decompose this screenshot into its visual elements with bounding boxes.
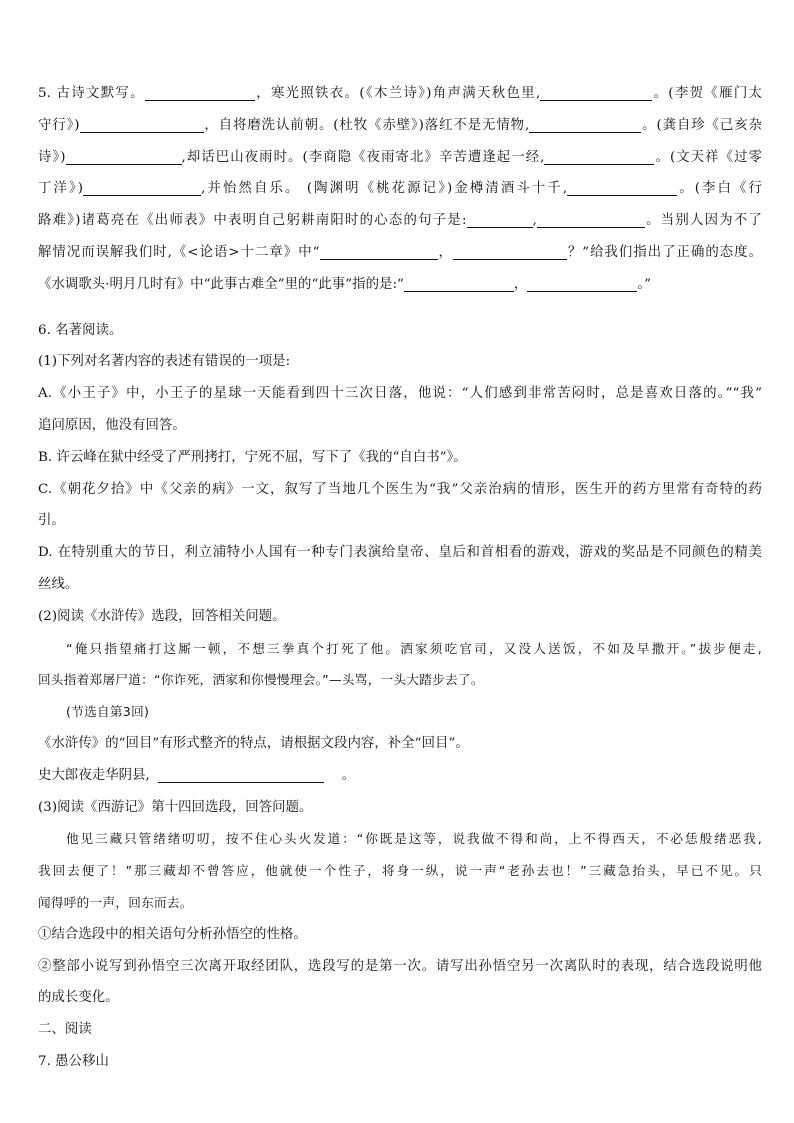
q6-part3-question-2-cont: 的成长变化。	[38, 990, 119, 1006]
q5-text: 。”	[637, 276, 652, 292]
q5-text: 诗》)	[38, 149, 66, 165]
q5-text: 丁洋》)	[38, 181, 84, 197]
q5-text: 。当别人因为不了	[644, 213, 762, 229]
option-a[interactable]: A.《小王子》中，小王子的星球一天能看到四十三次日落，他说：“人们感到非常苦闷时，总是喜欢日落的。”“我”	[38, 386, 762, 402]
q6-part2-fill	[38, 760, 762, 792]
q6-part2-title: (2)阅读《水浒传》选段，回答相关问题。	[38, 608, 286, 624]
q5-text: ，	[437, 244, 453, 260]
q5-text: ，寒光照铁衣。(《木兰诗》)角声满天秋色里,	[254, 86, 541, 101]
spacer	[38, 301, 762, 315]
q5-text: ？”给我们指出了正确的态度。	[566, 244, 763, 260]
fill-end: 。	[341, 767, 356, 783]
q7-title: 7. 愚公移山	[38, 1053, 109, 1069]
q5-text: 。(文天祥《过零	[654, 149, 762, 165]
q5-line-1	[38, 78, 762, 110]
answer-blank[interactable]	[527, 275, 637, 292]
q6-part3-question-2: ②整部小说写到孙悟空三次离开取经团队，选段写的是第一次。请写出孙悟空另一次离队时的表现，结合选段说明他	[38, 958, 762, 974]
shuihu-passage-line: 回头指着郑屠尸道：“你诈死，洒家和你慢慢理会。”—头骂，一头大踏步去了。	[38, 672, 484, 688]
q5-text: 5. 古诗文默写。	[38, 86, 145, 101]
answer-blank[interactable]	[404, 275, 514, 292]
q6-part1-title: (1)下列对名著内容的表述有错误的一项是:	[38, 354, 291, 370]
q5-text: ,却话巴山夜雨时。(李商隐《夜雨寄北》辛苦遭逢起一经,	[181, 149, 545, 165]
section-title: 二、阅读	[38, 1022, 92, 1038]
q5-text: ，	[513, 276, 528, 292]
q6-part2-question: 《水浒传》的“回目”有形式整齐的特点，请根据文段内容，补全“回目”。	[38, 735, 469, 751]
shuihu-passage-line: “俺只指望痛打这厮一顿，不想三拳真个打死了他。洒家须吃官司，又没人送饭，不如及早撒开。”拔步便走,	[66, 640, 762, 656]
q5-text: 。(龚自珍《己亥杂	[641, 117, 762, 133]
q5-text: ，自将磨洗认前朝。(杜牧《赤壁》)落红不是无情物,	[203, 117, 530, 133]
xiyou-passage-line: 我回去便了！”那三藏却不曾答应，他就使一个性子，将身一纵，说一声“老孙去也！”三藏急抬头，早已不见。只	[38, 863, 762, 879]
answer-blank[interactable]	[453, 243, 567, 260]
q5-line-5	[38, 205, 762, 237]
q5-text: 解情况而误解我们时,《<论语>十二章》中“	[38, 244, 320, 260]
q5-text: ,	[532, 213, 537, 229]
q5-text: 。(李白《行	[677, 181, 763, 197]
option-d-cont: 丝线。	[38, 576, 79, 592]
option-b[interactable]: B. 许云峰在狱中经受了严刑拷打，宁死不屈，写下了《我的“自白书”》。	[38, 449, 467, 465]
fill-prompt: 史大郎夜走华阴县,	[38, 767, 150, 783]
answer-blank[interactable]	[66, 148, 182, 165]
answer-blank[interactable]	[529, 116, 641, 133]
q5-text: 路难》)诸葛亮在《出师表》中表明自己躬耕南阳时的心态的句子是:	[38, 213, 467, 229]
answer-blank[interactable]	[537, 211, 645, 228]
option-c-cont: 引。	[38, 513, 65, 529]
answer-blank[interactable]	[467, 211, 533, 228]
q5-line-7	[38, 269, 762, 301]
q5-text: 。(李贺《雁门太	[652, 86, 762, 101]
answer-blank[interactable]	[544, 148, 654, 165]
exam-page	[38, 78, 762, 1078]
q5-line-6	[38, 237, 762, 269]
answer-blank[interactable]	[158, 766, 324, 783]
q5-line-2	[38, 110, 762, 142]
passage-source: (节选自第3回)	[66, 704, 150, 720]
option-d[interactable]: D. 在特别重大的节日，利立浦特小人国有一种专门表演给皇帝、皇后和首相看的游戏，游戏的奖品是不同颜色的精美	[38, 545, 762, 561]
xiyou-passage-line: 闻得呼的一声，回东而去。	[38, 894, 193, 910]
q5-text: 守行》)	[38, 117, 80, 133]
q6-part3-question-1: ①结合选段中的相关语句分析孙悟空的性格。	[38, 926, 307, 942]
q6-part3-title: (3)阅读《西游记》第十四回选段，回答问题。	[38, 799, 313, 815]
answer-blank[interactable]	[80, 116, 204, 133]
xiyou-passage-line: 他见三藏只管绪绪叨叨，按不住心头火发道：“你既是这等，说我做不得和尚，上不得西天，不必恁般绪恶我,	[66, 831, 762, 847]
q5-line-3	[38, 142, 762, 174]
answer-blank[interactable]	[540, 84, 652, 101]
option-a-cont: 追问原因，他没有回答。	[38, 417, 186, 433]
q6-title: 6. 名著阅读。	[38, 322, 123, 338]
answer-blank[interactable]	[320, 243, 438, 260]
option-c[interactable]: C.《朝花夕拾》中《父亲的病》一文，叙写了当地几个医生为“我”父亲治病的情形，医生开的药方里常有奇特的药	[38, 481, 762, 497]
q5-line-4	[38, 173, 762, 205]
answer-blank[interactable]	[567, 179, 677, 196]
q5-text: 《水调歌头·明月几时有》中“此事古难全”里的“此事”指的是:“	[38, 276, 404, 292]
answer-blank[interactable]	[83, 179, 201, 196]
q5-text: ,并怡然自乐。 (陶渊明《桃花源记》)金樽清酒斗十千,	[201, 181, 568, 197]
answer-blank[interactable]	[145, 84, 255, 101]
